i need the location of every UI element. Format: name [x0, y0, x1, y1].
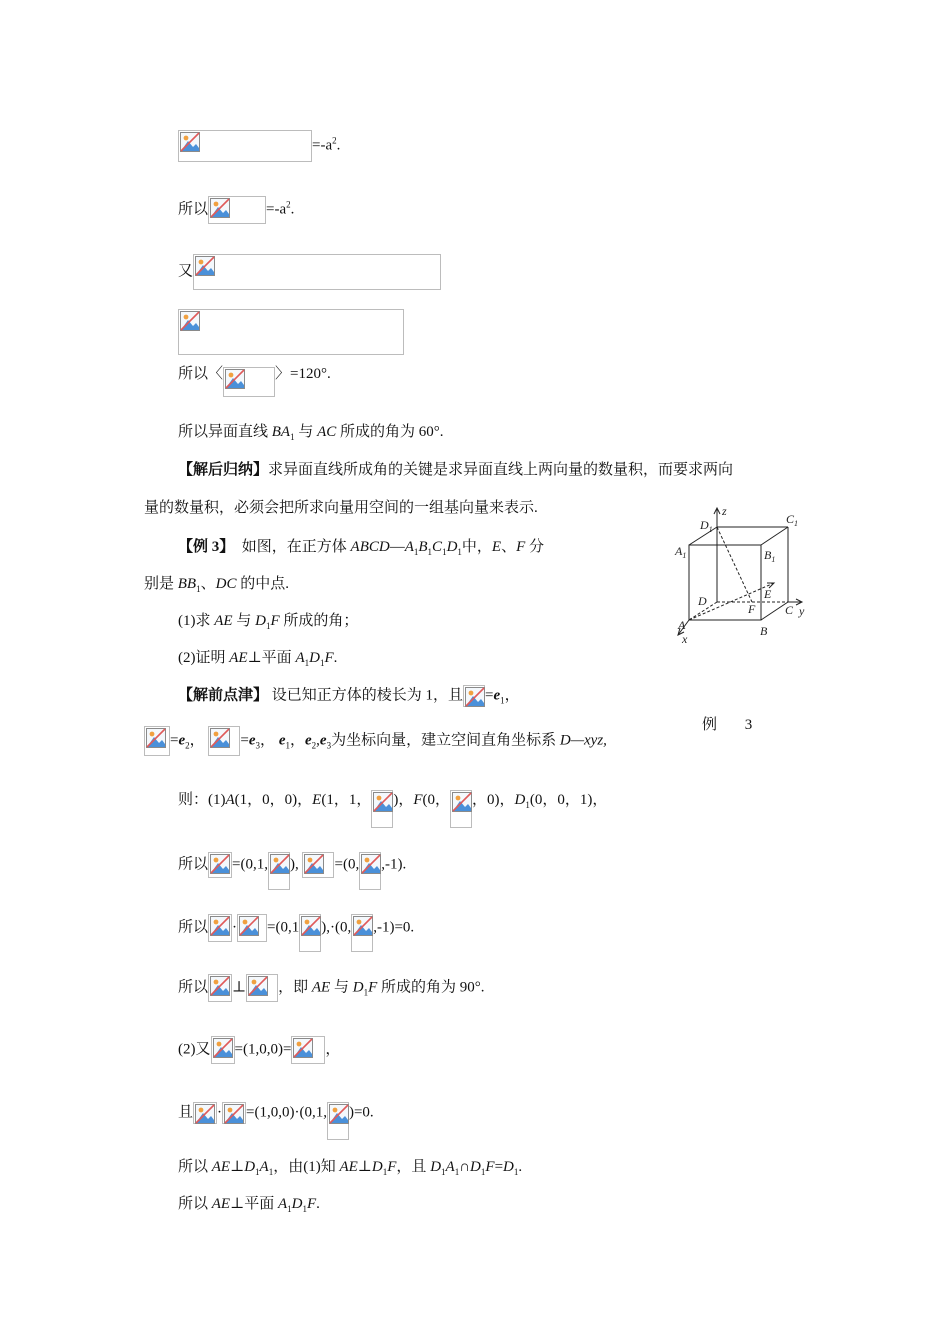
caption-word: 例: [702, 717, 718, 733]
formula-image: [193, 254, 441, 290]
formula-line-1: [178, 130, 340, 162]
subscript: 3: [326, 740, 332, 751]
segment-D1F: [717, 527, 752, 602]
cube-figure: [672, 505, 812, 645]
formula-image: [371, 790, 393, 828]
superscript: 2: [332, 135, 337, 146]
label-F: F: [748, 602, 756, 616]
text: (2)证明: [178, 650, 226, 666]
var: B: [418, 539, 428, 555]
text: ⊥平面: [230, 1196, 275, 1212]
figure-caption: [702, 713, 752, 734]
formula-image: [208, 852, 232, 878]
vector-line: [178, 852, 406, 890]
subscript: 3: [255, 740, 261, 751]
text: 为坐标向量，建立空间直角坐标系: [331, 732, 557, 749]
text: 量的数量积，必须会把所求向量用空间的一组基向量来表示.: [144, 500, 538, 516]
hint-line-1: [178, 685, 520, 707]
formula-image: [208, 914, 232, 942]
broken-image-icon: [210, 854, 230, 874]
example-3-line-1: [178, 537, 544, 557]
label-C1: $C_1$: [786, 512, 799, 528]
formula-image: [223, 367, 275, 397]
text: 所成的角为 60°.: [340, 424, 444, 440]
var: D: [470, 1159, 481, 1175]
summary-line-1: [178, 460, 733, 480]
part2-line-4: [178, 1194, 320, 1214]
var: e: [319, 732, 327, 749]
section-label: 【解后归纳】: [178, 462, 269, 478]
hint-line-2: $=e_2$， $=e_3$， $e_1$，$e_2,e_3$为坐标向量，建立空间直角坐标系 D—xyz,: [144, 726, 607, 756]
text: =(1,0,0)=: [234, 1041, 292, 1058]
formula-image: [463, 685, 485, 707]
formula-image: [208, 974, 232, 1002]
broken-image-icon: [195, 1104, 215, 1124]
var: F: [324, 650, 334, 666]
part2-line-3: [178, 1157, 522, 1177]
var: D: [503, 1159, 514, 1175]
var: F: [387, 1159, 397, 1175]
text: 所以: [178, 979, 209, 996]
var: D: [244, 1159, 256, 1175]
var: E: [491, 539, 502, 555]
superscript: 2: [286, 199, 291, 210]
text: ，由(1)知: [273, 1159, 336, 1175]
var: AE: [214, 613, 233, 629]
subscript: 2: [185, 740, 190, 751]
broken-image-icon: [353, 916, 373, 936]
subscript: 1: [441, 1167, 446, 1177]
var: D: [371, 1159, 383, 1175]
text: =(0,1: [267, 919, 300, 936]
text: ∩: [459, 1159, 471, 1175]
text: (0，0，1)，: [529, 792, 608, 808]
text: =-a: [266, 201, 287, 218]
text: 又: [178, 263, 194, 280]
formula-image: [246, 974, 278, 1002]
text: )，: [393, 792, 414, 808]
var: F: [368, 979, 378, 996]
text: ，即: [278, 979, 309, 996]
subscript: 1: [457, 547, 462, 557]
var: AE: [311, 979, 331, 996]
var: D: [291, 1196, 303, 1212]
text: (1，1，: [321, 792, 372, 808]
text: ⊥: [232, 979, 247, 996]
subscript: 1: [363, 987, 369, 998]
broken-image-icon: [210, 916, 230, 936]
question-2: [178, 648, 337, 668]
var: e: [178, 732, 186, 749]
text: 的中点.: [240, 576, 289, 592]
text: ),·(0,: [321, 919, 352, 936]
formula-image: [291, 1036, 325, 1064]
label-A1: $A_1$: [675, 544, 687, 560]
part2-line-2: [178, 1102, 374, 1140]
subscript: 1: [285, 740, 290, 751]
var: E: [312, 792, 322, 808]
var: DC: [215, 576, 237, 592]
subscript: 1: [287, 1204, 292, 1214]
text: 〉=120°.: [275, 366, 331, 382]
summary-line-2: [144, 498, 538, 518]
text: ，: [504, 687, 520, 704]
subscript: 1: [500, 695, 505, 706]
var: D: [514, 792, 526, 808]
section-label: 【例 3】: [178, 539, 235, 555]
broken-image-icon: [293, 1038, 313, 1058]
text: ⊥: [357, 1159, 372, 1175]
part2-line-1: [178, 1036, 340, 1064]
text: 设已知正方体的棱长为 1，且: [271, 687, 464, 704]
broken-image-icon: [210, 976, 230, 996]
subscript: 1: [442, 547, 447, 557]
label-y: y: [799, 604, 805, 618]
conclusion-line: [178, 422, 444, 442]
text: 所成的角为 90°.: [381, 979, 485, 996]
text: 则：(1): [178, 792, 226, 808]
broken-image-icon: [270, 854, 290, 874]
subscript: 1: [319, 658, 325, 668]
formula-image: [268, 852, 290, 890]
label-E: E: [764, 587, 772, 601]
text: =: [485, 687, 494, 704]
formula-image: [193, 1102, 217, 1124]
var: F: [413, 792, 423, 808]
subscript: 1: [268, 1167, 274, 1177]
subscript: 1: [454, 1167, 460, 1177]
formula-image: [237, 914, 267, 942]
perpendicular-line: [178, 974, 485, 1002]
edge-B1C1: [761, 527, 788, 545]
broken-image-icon: [239, 916, 259, 936]
question-1: [178, 611, 358, 631]
formula-line-4: [178, 309, 404, 355]
broken-image-icon: [146, 728, 166, 748]
text: ⊥: [230, 1159, 245, 1175]
label-D1: $D_1$: [700, 518, 713, 534]
var: A: [259, 1159, 269, 1175]
label-x: x: [682, 632, 688, 645]
edge-BC: [761, 602, 788, 620]
var: e: [493, 687, 501, 704]
text: 中，: [461, 539, 492, 555]
var: D—xyz,: [559, 732, 607, 749]
var: A: [295, 650, 305, 666]
text: ⊥平面: [247, 650, 292, 666]
text: =(0,1,: [232, 856, 268, 873]
var: e: [278, 732, 286, 749]
text: ，: [189, 732, 205, 749]
text: ,-1).: [381, 856, 407, 873]
subscript: 1: [413, 547, 419, 557]
broken-image-icon: [248, 976, 268, 996]
text: 如图，在正方体: [241, 539, 347, 555]
var: D: [255, 613, 266, 629]
text: 、: [200, 576, 216, 592]
formula-image: [359, 852, 381, 890]
text: ),: [289, 856, 299, 873]
formula-image: [178, 130, 312, 162]
label-D: D: [698, 594, 707, 608]
subscript: 1: [290, 432, 295, 442]
text: 、: [501, 539, 517, 555]
label-A: A: [678, 618, 686, 632]
subscript: 1: [525, 800, 530, 810]
broken-image-icon: [225, 369, 245, 389]
var: A: [445, 1159, 455, 1175]
broken-image-icon: [224, 1104, 244, 1124]
var: AE: [211, 1159, 231, 1175]
subscript: 1: [255, 1167, 260, 1177]
text: (1，0，0)，: [234, 792, 313, 808]
formula-image: [327, 1102, 349, 1140]
text: .: [333, 650, 338, 666]
text: ，: [260, 732, 276, 749]
text: 求异面直线所成角的关键是求异面直线上两向量的数量积，而要求两向: [268, 462, 734, 478]
subscript: 1: [302, 1204, 307, 1214]
text: ，: [325, 1041, 341, 1058]
figure-labels: [674, 505, 805, 645]
text: .: [336, 137, 341, 154]
text: ,-1)=0.: [373, 919, 415, 936]
text: (2)又: [178, 1041, 211, 1058]
var: A: [277, 1196, 288, 1212]
var: AE: [211, 1196, 231, 1212]
var: F: [306, 1196, 317, 1212]
broken-image-icon: [180, 132, 200, 152]
text: 与: [298, 424, 314, 440]
text: (0，: [422, 792, 451, 808]
text: ，0)，: [472, 792, 515, 808]
text: 且: [178, 1104, 194, 1121]
text: .: [518, 1159, 523, 1175]
var: D: [309, 650, 320, 666]
formula-image: [144, 726, 170, 756]
text: .: [316, 1196, 320, 1212]
formula-line-3: [178, 254, 441, 290]
broken-image-icon: [210, 728, 230, 748]
var: ABCD: [350, 539, 390, 555]
broken-image-icon: [304, 854, 324, 874]
subscript: 1: [513, 1167, 519, 1177]
text: =: [170, 732, 179, 749]
coords-line: [178, 790, 607, 828]
text: .: [290, 201, 295, 218]
text: ，且: [396, 1159, 427, 1175]
text: 所成的角；: [283, 613, 359, 629]
formula-image: [302, 852, 334, 878]
text: ·: [217, 1104, 223, 1121]
var: A: [225, 792, 235, 808]
var: A: [404, 539, 414, 555]
formula-image: [351, 914, 373, 952]
broken-image-icon: [210, 198, 230, 218]
text: 与: [236, 613, 252, 629]
var: F: [485, 1159, 495, 1175]
text: 所以〈: [178, 366, 224, 382]
broken-image-icon: [361, 854, 381, 874]
text: 与: [333, 979, 349, 996]
text: 分: [529, 539, 545, 555]
subscript: 1: [265, 621, 271, 631]
subscript: 1: [480, 1167, 486, 1177]
subscript: 1: [196, 584, 201, 594]
text: ·: [232, 919, 238, 936]
var: BA: [271, 424, 291, 440]
var: BB: [177, 576, 197, 592]
example-3-line-2: [144, 574, 289, 594]
var: e: [305, 732, 312, 749]
label-z: z: [722, 505, 727, 518]
var: F: [516, 539, 526, 555]
var: F: [270, 613, 280, 629]
broken-image-icon: [213, 1038, 233, 1058]
caption-number: 3: [744, 717, 753, 733]
subscript: 1: [382, 1167, 388, 1177]
broken-image-icon: [301, 916, 321, 936]
subscript: 1: [427, 547, 433, 557]
broken-image-icon: [195, 256, 215, 276]
subscript: 1: [304, 658, 310, 668]
broken-image-icon: [465, 687, 485, 707]
formula-image: [208, 196, 266, 224]
var: AE: [229, 650, 248, 666]
text: —: [389, 539, 405, 555]
text: 别是: [144, 576, 175, 592]
text: (1)求: [178, 613, 211, 629]
formula-image: [178, 309, 404, 355]
text: =: [240, 732, 249, 749]
text: 所以: [178, 919, 209, 936]
var: D: [446, 539, 458, 555]
var: C: [432, 539, 443, 555]
subscript: 2: [311, 740, 317, 751]
text: =-a: [312, 137, 333, 154]
label-B: B: [760, 624, 768, 638]
text: 所以: [178, 201, 209, 218]
text: =(0,: [334, 856, 360, 873]
text: ，: [289, 732, 305, 749]
broken-image-icon: [373, 792, 393, 812]
label-B1: $B_1$: [764, 548, 776, 564]
text: 所以: [178, 1196, 209, 1212]
text: =: [494, 1159, 504, 1175]
text: 所以: [178, 856, 209, 873]
var: D: [430, 1159, 442, 1175]
var: D: [352, 979, 364, 996]
dot-product-line: [178, 914, 414, 952]
broken-image-icon: [329, 1104, 349, 1124]
var: AE: [339, 1159, 358, 1175]
text: )=0.: [348, 1104, 374, 1121]
formula-line-2: [178, 196, 294, 224]
broken-image-icon: [180, 311, 200, 331]
text: 所以: [178, 1159, 209, 1175]
formula-image: [222, 1102, 246, 1124]
formula-image: [299, 914, 321, 952]
var: e: [248, 732, 256, 749]
broken-image-icon: [452, 792, 472, 812]
section-label: 【解前点津】: [178, 687, 269, 704]
var: AC: [317, 424, 337, 440]
label-C: C: [785, 603, 794, 617]
formula-image: [450, 790, 472, 828]
formula-line-5: [178, 364, 331, 397]
text: 所以异面直线: [178, 424, 269, 440]
text: =(1,0,0)·(0,1,: [246, 1104, 327, 1121]
formula-image: [211, 1036, 235, 1064]
formula-image: [208, 726, 240, 756]
